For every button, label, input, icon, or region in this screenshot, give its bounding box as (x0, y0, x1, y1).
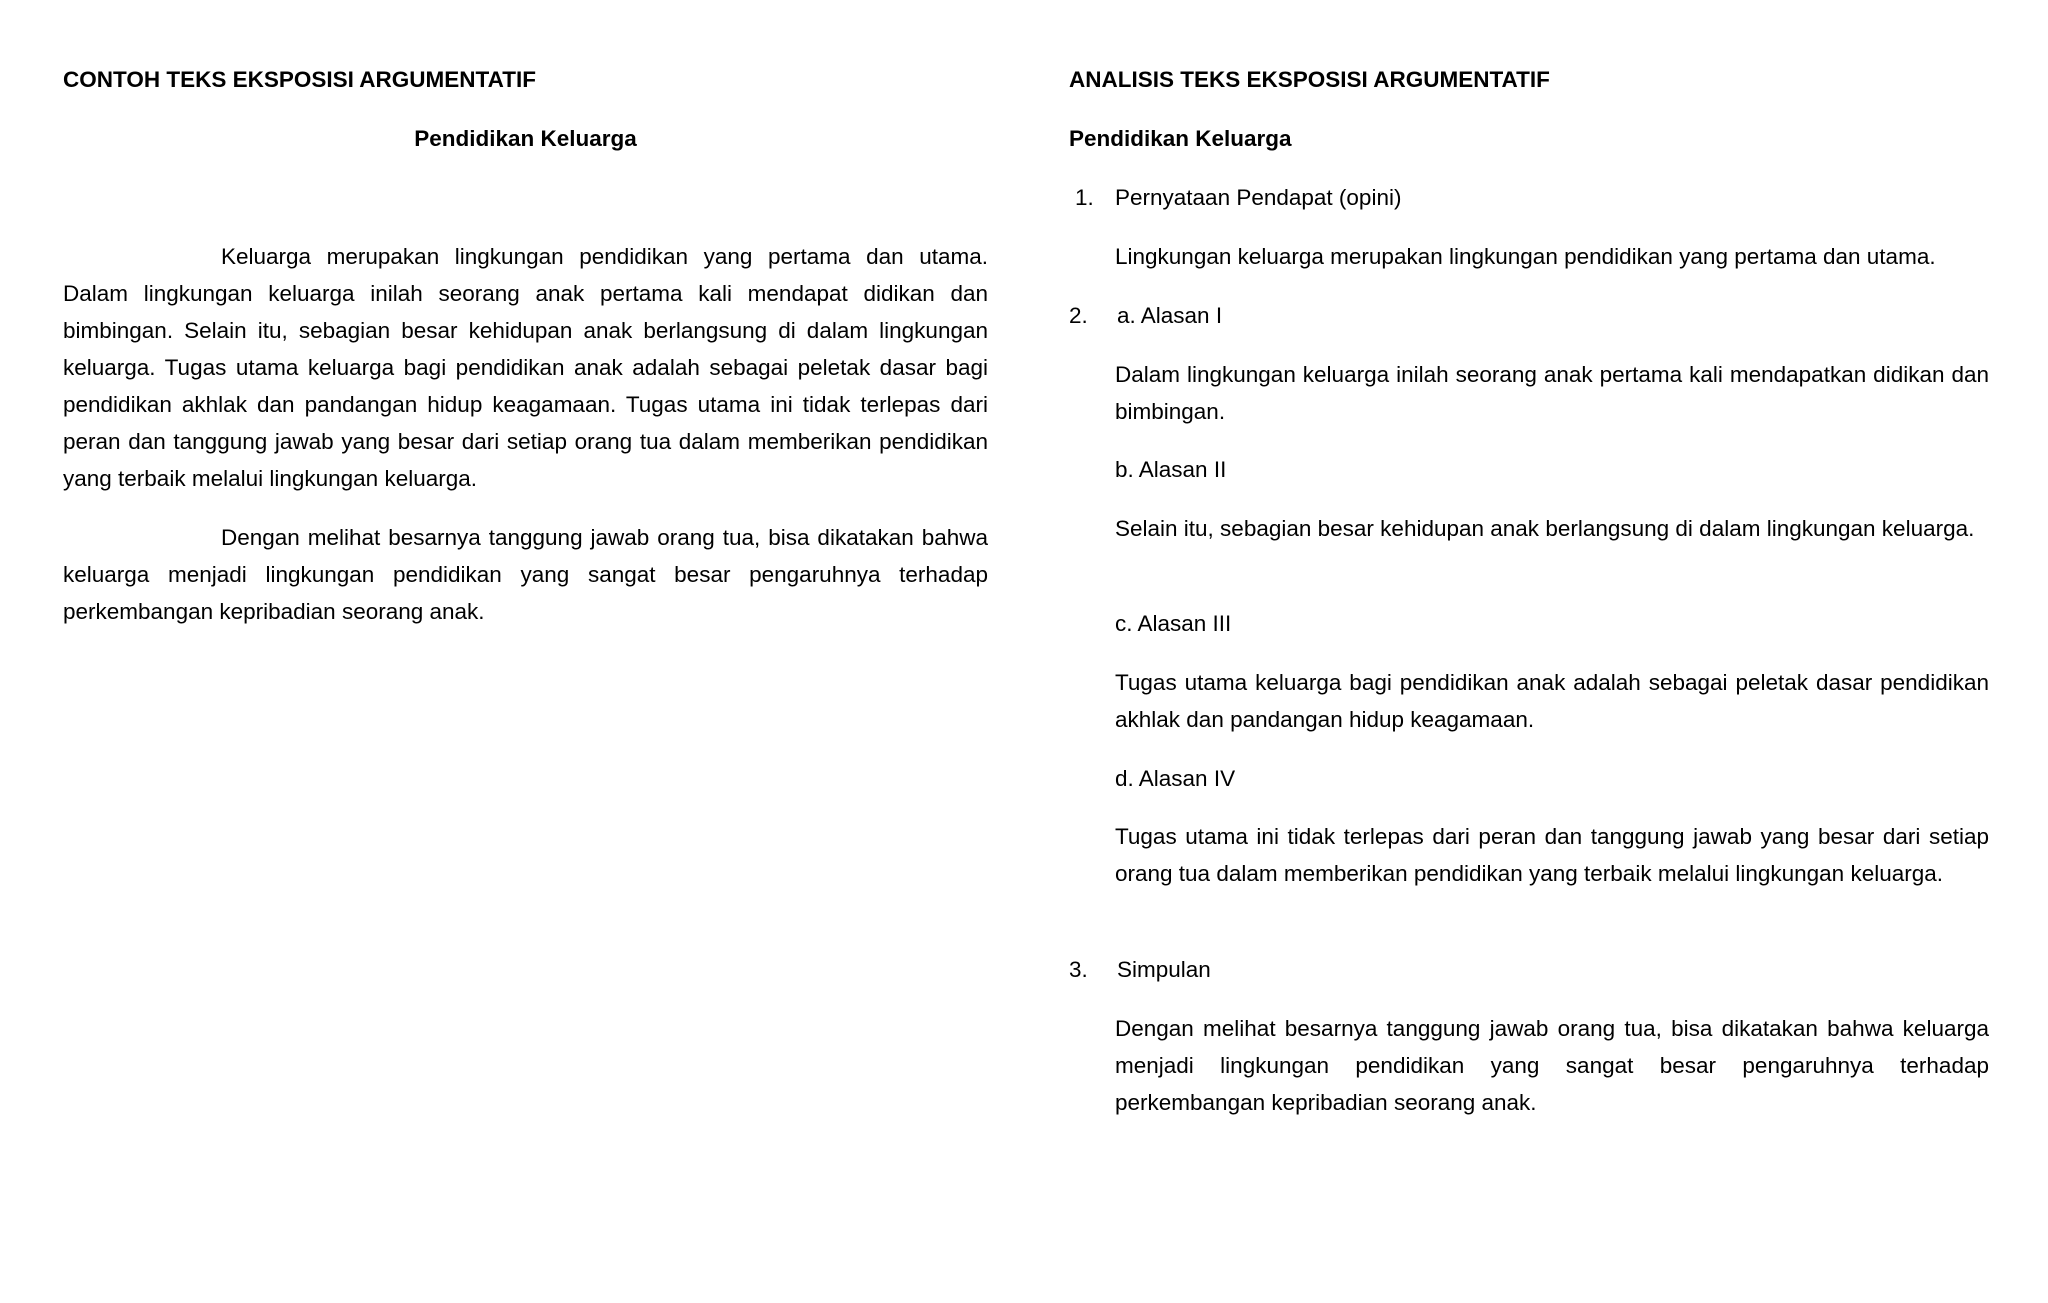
right-subtitle: Pendidikan Keluarga (1069, 126, 1292, 151)
reason-b-text: Selain itu, sebagian besar kehidupan anak berlangsung di dalam lingkungan keluarga. (1115, 516, 1975, 541)
reason-c-text: Tugas utama keluarga bagi pendidikan anak adalah sebagai peletak dasar pendidikan akhlak dan pandangan hidup keagamaan. (1115, 670, 1989, 732)
left-paragraph-2-text: Dengan melihat besarnya tanggung jawab orang tua, bisa dikatakan bahwa keluarga menjadi lingkungan pendidikan yang sangat besar pengaruhnya terhadap perkembangan kepribadian seorang anak. (63, 525, 988, 624)
item-2-number: 2. (1069, 303, 1088, 328)
item-3-number: 3. (1069, 957, 1088, 982)
left-paragraph-1 (63, 238, 988, 497)
right-title: ANALISIS TEKS EKSPOSISI ARGUMENTATIF (1069, 67, 1550, 92)
item-1-text: Lingkungan keluarga merupakan lingkungan pendidikan yang pertama dan utama. (1115, 244, 1936, 269)
item-1-label: Pernyataan Pendapat (opini) (1115, 185, 1402, 210)
item-1-number: 1. (1075, 185, 1094, 210)
left-title: CONTOH TEKS EKSPOSISI ARGUMENTATIF (63, 67, 536, 92)
reason-a-label: a. Alasan I (1117, 303, 1223, 328)
reason-a-text: Dalam lingkungan keluarga inilah seorang anak pertama kali mendapatkan didikan dan bimbingan. (1115, 362, 1989, 424)
reason-d-text: Tugas utama ini tidak terlepas dari peran dan tanggung jawab yang besar dari setiap orang tua dalam memberikan pendidikan yang terbaik melalui lingkungan keluarga. (1115, 824, 1989, 886)
reason-c-label: c. Alasan III (1115, 611, 1232, 636)
item-3-text: Dengan melihat besarnya tanggung jawab orang tua, bisa dikatakan bahwa keluarga menjadi lingkungan pendidikan yang sangat besar pengaruhnya terhadap perkembangan kepribadian seorang anak. (1115, 1016, 1989, 1115)
reason-b-label: b. Alasan II (1115, 457, 1227, 482)
left-paragraph-1-text: Keluarga merupakan lingkungan pendidikan yang pertama dan utama. Dalam lingkungan keluarga inilah seorang anak pertama kali mendapat didikan dan bimbingan. Selain itu, sebagian besar kehidupan anak berlangsung di dalam lingkungan keluarga. Tugas utama keluarga bagi pendidikan anak adalah sebagai peletak dasar bagi pendidikan akhlak dan pandangan hidup keagamaan. Tugas utama ini tidak terlepas dari peran dan tanggung jawab yang besar dari setiap orang tua dalam memberikan pendidikan yang terbaik melalui lingkungan keluarga. (63, 244, 988, 491)
left-paragraph-2 (63, 519, 988, 630)
reason-d-label: d. Alasan IV (1115, 766, 1236, 791)
item-3-label: Simpulan (1117, 957, 1211, 982)
left-subtitle: Pendidikan Keluarga (414, 126, 637, 151)
